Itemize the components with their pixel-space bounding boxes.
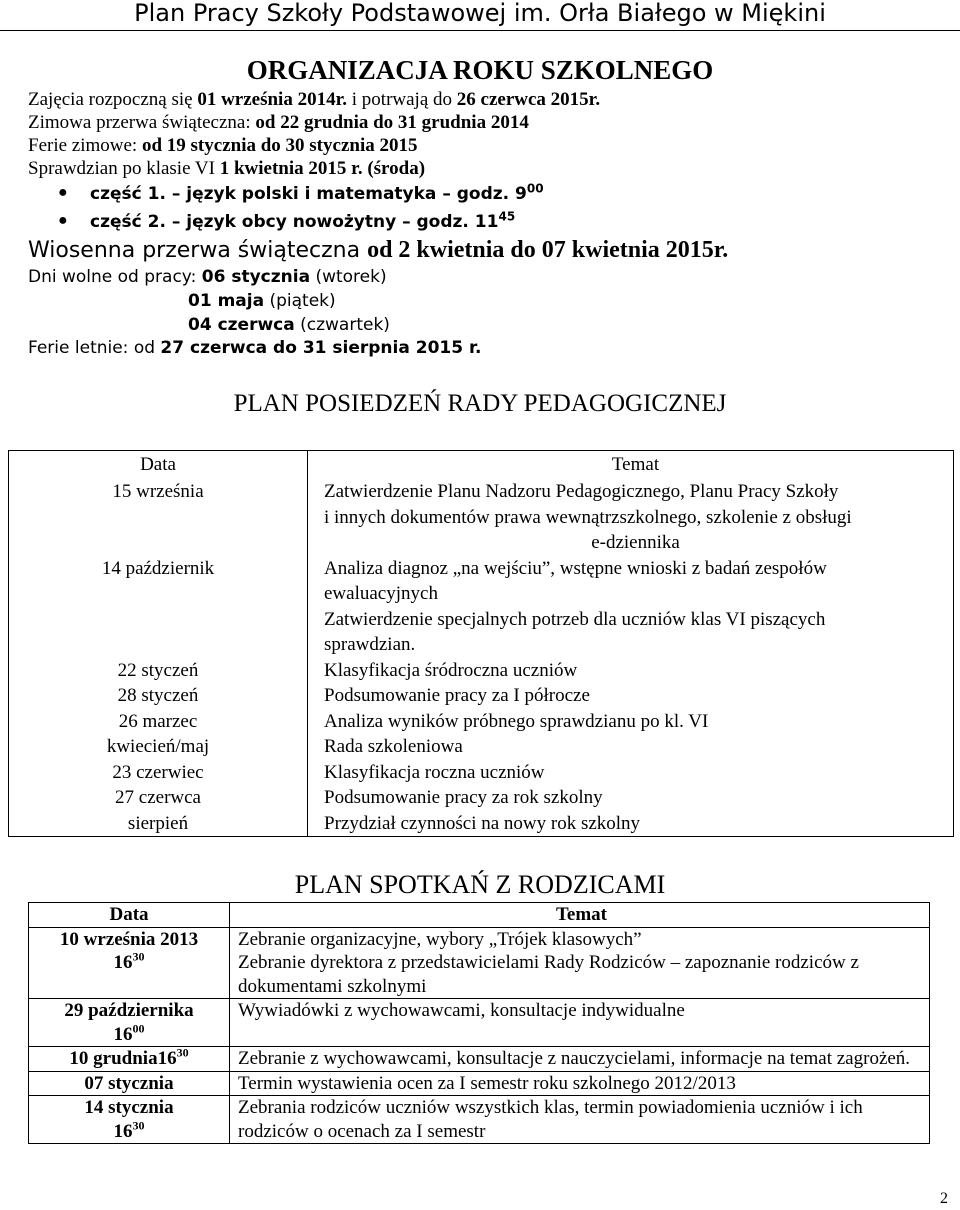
- row-date: sierpień: [9, 811, 308, 837]
- table-row: [29, 999, 930, 1047]
- table-row: [29, 1047, 930, 1072]
- line-ferie-letnie: Ferie letnie: od 27 czerwca do 31 sierpnia 2015 r.: [28, 338, 482, 358]
- table-row: [9, 683, 954, 709]
- row-topic: Rada szkoleniowa: [308, 734, 954, 760]
- row-date: 22 styczeń: [9, 658, 308, 684]
- row-date: kwiecień/maj: [9, 734, 308, 760]
- row-topic: Wywiadówki z wychowawcami, konsultacje indywidualne: [230, 999, 930, 1047]
- row-topic: Zatwierdzenie Planu Nadzoru Pedagogicznego, Planu Pracy Szkoły i innych dokumentów prawa wewnątrzszkolnego, szkolenie z obsługi e-dziennika: [308, 479, 954, 556]
- line-sprawdzian: Sprawdzian po klasie VI 1 kwietnia 2015 r. (środa): [28, 158, 426, 179]
- rodzice-table: [28, 902, 930, 1144]
- table-row: [9, 785, 954, 811]
- table-row: [9, 658, 954, 684]
- bullet-czesc-1: część 1. – język polski i matematyka – godz. $9^{00}$: [90, 181, 544, 204]
- table-row: [9, 811, 954, 837]
- table-row: [9, 709, 954, 735]
- row-date: 14 stycznia $16^{30}$: [29, 1096, 230, 1144]
- row-date: 29 października $16^{00}$: [29, 999, 230, 1047]
- table-row: [29, 927, 930, 999]
- line-wiosenna-przerwa: Wiosenna przerwa świąteczna od 2 kwietnia do 07 kwietnia 2015r.: [28, 237, 729, 263]
- header-topic: Temat: [308, 451, 954, 480]
- table-row: [29, 1096, 930, 1144]
- table-header-row: [29, 903, 930, 928]
- bullet-icon: ●: [58, 184, 68, 201]
- bullet-czesc-2: część 2. – język obcy nowożytny – godz. $11^{45}$: [90, 209, 516, 232]
- page-number: 2: [940, 1190, 948, 1207]
- row-date: 26 marzec: [9, 709, 308, 735]
- line-zimowa-przerwa: Zimowa przerwa świąteczna: od 22 grudnia do 31 grudnia 2014: [28, 112, 529, 133]
- table-row: [9, 479, 954, 556]
- row-topic: Analiza wyników próbnego sprawdzianu po kl. VI: [308, 709, 954, 735]
- row-date: 10 $grudnia16^{30}$: [29, 1047, 230, 1072]
- section-title-organizacja: ORGANIZACJA ROKU SZKOLNEGO: [246, 55, 714, 85]
- table-row: [9, 760, 954, 786]
- section-title-rada: PLAN POSIEDZEŃ RADY PEDAGOGICZNEJ: [233, 390, 727, 417]
- header-topic: Temat: [230, 903, 930, 928]
- row-topic: Przydział czynności na nowy rok szkolny: [308, 811, 954, 837]
- line-dni-wolne-maj: 01 maja (piątek): [188, 291, 336, 311]
- header-date: Data: [9, 451, 308, 480]
- row-topic: Podsumowanie pracy za I półrocze: [308, 683, 954, 709]
- line-dni-wolne-czerwiec: 04 czerwca (czwartek): [188, 315, 390, 335]
- row-topic: Zebranie z wychowawcami, konsultacje z nauczycielami, informacje na temat zagrożeń.: [230, 1047, 930, 1072]
- line-ferie-zimowe: Ferie zimowe: od 19 stycznia do 30 stycznia 2015: [28, 135, 418, 156]
- section-title-rodzice: PLAN SPOTKAŃ Z RODZICAMI: [294, 870, 666, 899]
- running-header: Plan Pracy Szkoły Podstawowej im. Orła Białego w Miękini: [134, 0, 826, 27]
- row-topic: Zebranie organizacyjne, wybory „Trójek klasowych” Zebranie dyrektora z przedstawicielami Rady Rodziców – zapoznanie rodziców z dokumentami szkolnymi: [230, 927, 930, 999]
- table-row: [9, 556, 954, 658]
- row-topic: Zebrania rodziców uczniów wszystkich klas, termin powiadomienia uczniów i ich rodziców o ocenach za I semestr: [230, 1096, 930, 1144]
- table-row: [9, 734, 954, 760]
- rada-table: [8, 450, 954, 837]
- row-date: 07 stycznia: [29, 1071, 230, 1096]
- bullet-icon: ●: [58, 212, 68, 229]
- row-date: 10 września 2013 $16^{30}$: [29, 927, 230, 999]
- table-header-row: [9, 451, 954, 480]
- header-rule: [0, 30, 960, 31]
- row-topic: Analiza diagnoz „na wejściu”, wstępne wnioski z badań zespołów ewaluacyjnych Zatwierdzenie specjalnych potrzeb dla uczniów klas VI piszących sprawdzian.: [308, 556, 954, 658]
- table-row: [29, 1071, 930, 1096]
- line-dni-wolne: Dni wolne od pracy: 06 stycznia (wtorek): [28, 267, 387, 287]
- row-date: 27 czerwca: [9, 785, 308, 811]
- row-topic: Podsumowanie pracy za rok szkolny: [308, 785, 954, 811]
- row-date: 15 września: [9, 479, 308, 556]
- row-topic: Klasyfikacja roczna uczniów: [308, 760, 954, 786]
- row-date: 23 czerwiec: [9, 760, 308, 786]
- header-date: Data: [29, 903, 230, 928]
- row-topic: Klasyfikacja śródroczna uczniów: [308, 658, 954, 684]
- row-date: 28 styczeń: [9, 683, 308, 709]
- line-zajecia: Zajęcia rozpoczną się 01 września 2014r. i potrwają do 26 czerwca 2015r.: [28, 89, 601, 110]
- row-date: 14 październik: [9, 556, 308, 658]
- row-topic: Termin wystawienia ocen za I semestr roku szkolnego 2012/2013: [230, 1071, 930, 1096]
